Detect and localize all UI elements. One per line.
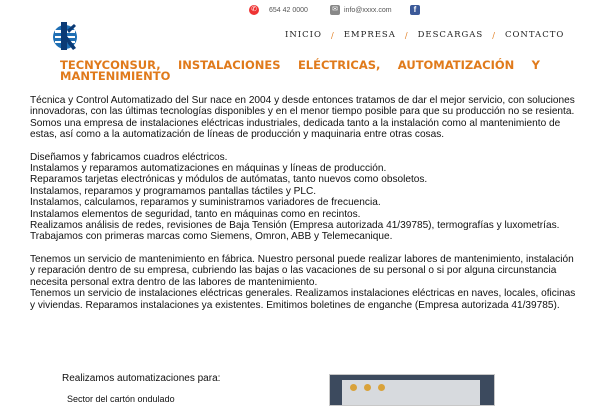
company-paragraph: Somos una empresa de instalaciones eléctricas industriales, dedicada tanto a la instalación como al mantenimiento de estas, así como a la automatización de líneas de producción y maquinaria entre otras cosas. (30, 117, 561, 141)
nav-contacto[interactable]: CONTACTO (504, 30, 565, 40)
service-line: Reparamos tarjetas electrónicas y módulos de autómatas, tanto nuevos como obsoletos. (30, 174, 428, 186)
installations-paragraph: Tenemos un servicio de instalaciones eléctricas generales. Realizamos instalaciones eléctricas en naves, locales, oficinas y viviendas. Reparamos instalaciones ya existentes. Emitimos boletines de enganche (Empresa autorizada 41/39785). (30, 288, 576, 311)
nav-separator: / (330, 30, 335, 40)
phone-icon: ✆ (249, 5, 259, 15)
nav-descargas[interactable]: DESCARGAS (417, 30, 484, 40)
page-title: TECNYCONSUR, INSTALACIONES ELÉCTRICAS, AUTOMATIZACIÓN Y (60, 58, 540, 72)
nav-separator: / (404, 30, 409, 40)
automation-subheading: Realizamos automatizaciones para: (62, 373, 221, 384)
main-content (30, 95, 580, 311)
nav-empresa[interactable]: EMPRESA (343, 30, 396, 40)
contact-bar (0, 0, 600, 20)
list-item: Sector del cartón ondulado (67, 394, 175, 404)
maintenance-paragraph: Tenemos un servicio de mantenimiento en fábrica. Nuestro personal puede realizar labores de mantenimiento, instalación y reparación dentro de su empresa, cubriendo las bajas o las vacaciones de su personal o si por alguna circunstancia necesita personal extra dentro de las labores de mantenimiento. (30, 253, 574, 288)
company-logo[interactable] (52, 18, 78, 54)
nav-separator: / (492, 30, 496, 40)
phone-contact (249, 5, 308, 15)
email-contact[interactable] (330, 5, 392, 15)
nav-inicio[interactable]: INICIO (285, 30, 322, 40)
page-title-line2: MANTENIMIENTO (60, 69, 171, 83)
service-line: Instalamos elementos de seguridad, tanto en máquinas como en recintos. (30, 208, 361, 220)
mail-icon: ✉ (330, 5, 340, 15)
service-line: Trabajamos con primeras marcas como Siemens, Omron, ABB y Telemecanique. (30, 231, 393, 243)
electrical-panel-photo (329, 374, 495, 406)
facebook-link[interactable] (410, 5, 420, 15)
phone-number: 654 42 0000 (269, 6, 308, 14)
facebook-icon[interactable]: f (410, 5, 420, 15)
service-line: Instalamos, reparamos y programamos pantallas táctiles y PLC. (30, 185, 317, 197)
intro-paragraph: Técnica y Control Automatizado del Sur nace en 2004 y desde entonces tratamos de dar el mejor servicio, con soluciones innovadoras, con las últimas tecnologías disponibles y en el menor tiempo posible para que su producción no se resienta. (30, 95, 575, 118)
service-line: Diseñamos y fabricamos cuadros eléctricos. (30, 151, 228, 163)
service-line: Realizamos análisis de redes, revisiones de Baja Tensión (Empresa autorizada 41/39785), termografías y luxometrías. (30, 220, 560, 232)
service-line: Instalamos, calculamos, reparamos y suministramos variadores de frecuencia. (30, 197, 381, 209)
main-nav (285, 30, 564, 40)
service-line: Instalamos y reparamos automatizaciones en máquinas y líneas de producción. (30, 163, 387, 175)
email-address[interactable]: info@xxxx.com (344, 6, 392, 14)
